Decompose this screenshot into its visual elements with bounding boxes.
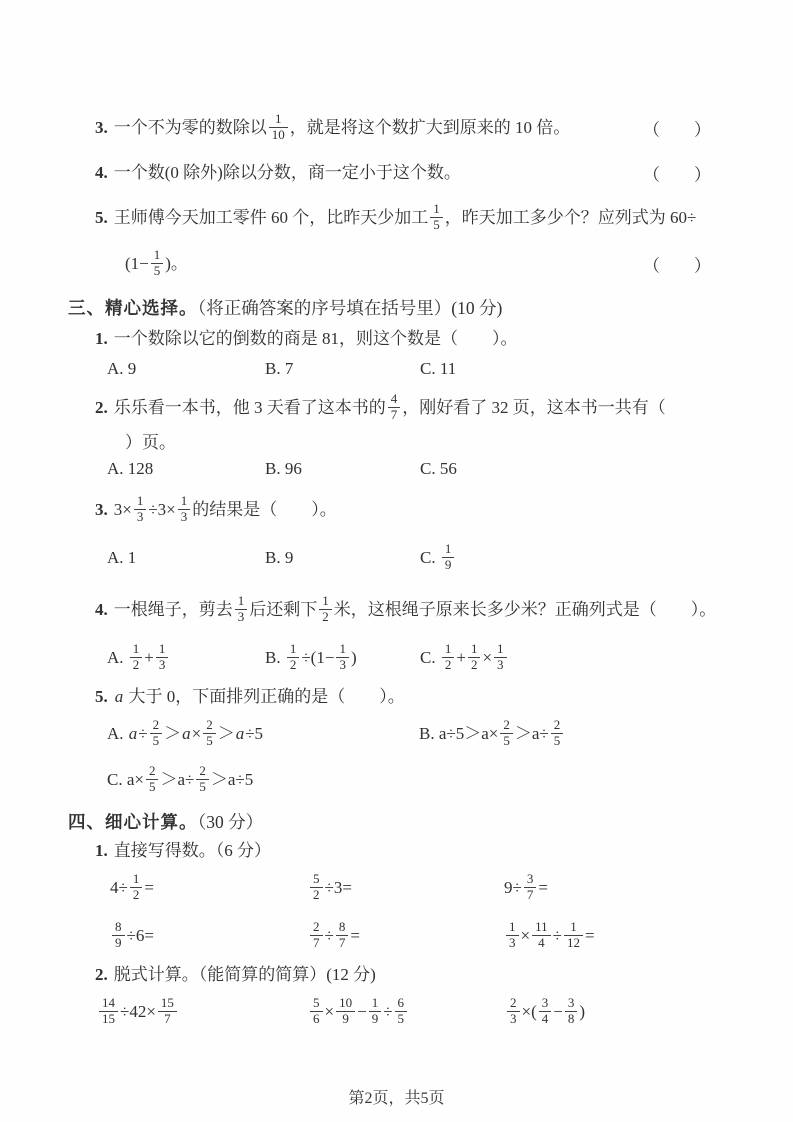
fraction: $\frac{5}{2}$	[310, 872, 323, 903]
fraction: $\frac{1}{3}$	[156, 642, 169, 673]
question-text: 一个数除以它的倒数的商是 81，则这个数是（ ）。	[113, 329, 518, 348]
fraction: $\frac{2}{5}$	[196, 764, 209, 795]
fraction: $\frac{1}{10}$	[269, 112, 288, 143]
question-number: 3.	[95, 500, 108, 519]
fraction: $\frac{1}{12}$	[564, 920, 583, 951]
fraction: $\frac{1}{9}$	[369, 996, 382, 1027]
section-title: 三、精心选择。	[68, 298, 198, 318]
calc-subsection-1-header	[0, 840, 793, 862]
option-b: B. $\frac{1}{2}$ ÷(1− $\frac{1}{3}$ )	[265, 641, 357, 673]
choice-question-2	[0, 386, 793, 430]
expression: $\frac{8}{9}$ ÷6=	[110, 914, 308, 958]
fraction: $\frac{11}{4}$	[532, 920, 551, 951]
fraction: $\frac{1}{2}$	[287, 642, 300, 673]
expression: $\frac{1}{3}$ × $\frac{11}{4}$ ÷ $\frac{1}{12}$ =	[504, 914, 595, 958]
fraction: $\frac{1}{3}$	[235, 594, 248, 625]
choice-question-3-options	[0, 536, 793, 580]
fraction: $\frac{3}{7}$	[524, 872, 537, 903]
stepwise-calc-row	[0, 990, 793, 1034]
subsection-title: 直接写得数。（6 分）	[113, 841, 271, 860]
fraction: $\frac{6}{5}$	[395, 996, 408, 1027]
fraction: $\frac{1}{2}$	[130, 872, 143, 903]
choice-question-5-option-c	[0, 758, 793, 802]
expression: $\frac{5}{2}$ ÷3=	[308, 866, 504, 910]
option-a: A. $\frac{1}{2}$ + $\frac{1}{3}$	[107, 636, 265, 680]
question-text: 乐乐看一本书，他 3 天看了这本书的 $\frac{4}{7}$ ，刚好看了 32 页，这本书一共有（	[113, 391, 666, 423]
fraction: $\frac{1}{5}$	[430, 202, 443, 233]
choice-question-1	[0, 328, 793, 350]
fraction: $\frac{2}{5}$	[203, 718, 216, 749]
section-subtitle: （30 分）	[197, 812, 264, 832]
direct-calc-row-2	[0, 914, 793, 958]
item-number: 3.	[95, 118, 108, 137]
item-number: 4.	[95, 163, 108, 182]
true-false-item-5-continuation	[0, 242, 793, 286]
fraction: $\frac{10}{9}$	[336, 996, 355, 1027]
expression: $\frac{2}{3}$ ×( $\frac{3}{4}$ − $\frac{3}{8}$ )	[505, 990, 585, 1034]
item-number: 5.	[95, 208, 108, 227]
fraction: $\frac{2}{5}$	[551, 718, 564, 749]
section-three-header	[0, 296, 793, 320]
question-text: 3× $\frac{1}{3}$ ÷3× $\frac{1}{3}$ 的结果是（ ）。	[113, 493, 337, 525]
fraction: $\frac{1}{2}$	[442, 642, 455, 673]
true-false-item-4	[0, 162, 793, 184]
page-number-footer: 第2页，共5页	[348, 1090, 445, 1107]
item-text: 一个不为零的数除以 $\frac{1}{10}$ ，就是将这个数扩大到原来的 10 倍。	[113, 111, 571, 143]
option-c: C. a× $\frac{2}{5}$ ＞a÷ $\frac{2}{5}$ ＞a÷5	[107, 763, 254, 795]
fraction: $\frac{4}{7}$	[388, 392, 401, 423]
option-b: B. 9	[265, 548, 294, 567]
answer-bracket: （ ）	[643, 165, 711, 185]
fraction: $\frac{1}{2}$	[319, 594, 332, 625]
choice-question-2-options	[0, 458, 793, 480]
option-c: C. $\frac{1}{9}$	[420, 536, 456, 580]
subsection-title: 脱式计算。（能简算的简算）(12 分)	[113, 965, 376, 984]
fraction: $\frac{3}{4}$	[539, 996, 552, 1027]
option-c: C. 11	[420, 359, 457, 378]
fraction: $\frac{1}{3}$	[336, 642, 349, 673]
true-false-item-3	[0, 106, 793, 150]
fraction: $\frac{1}{9}$	[442, 542, 455, 573]
subsection-number: 1.	[95, 841, 108, 860]
math-variable: a	[235, 724, 245, 743]
subsection-number: 2.	[95, 965, 108, 984]
direct-calc-row-1	[0, 866, 793, 910]
fraction: $\frac{1}{3}$	[178, 494, 191, 525]
fraction: $\frac{1}{2}$	[130, 642, 143, 673]
choice-question-1-options	[0, 358, 793, 380]
option-a: A. 9	[107, 359, 137, 378]
fraction: $\frac{15}{7}$	[158, 996, 177, 1027]
question-text: 一根绳子，剪去 $\frac{1}{3}$ 后还剩下 $\frac{1}{2}$ 米，这根绳子原来长多少米？正确列式是（ ）。	[113, 593, 717, 625]
math-variable: a	[114, 687, 124, 706]
fraction: $\frac{2}{5}$	[500, 718, 513, 749]
fraction: $\frac{8}{7}$	[336, 920, 349, 951]
true-false-item-5	[0, 196, 793, 240]
choice-question-4	[0, 588, 793, 632]
fraction: $\frac{1}{3}$	[494, 642, 507, 673]
answer-bracket: （ ）	[643, 120, 711, 140]
calc-subsection-2-header	[0, 964, 793, 986]
fraction: $\frac{2}{3}$	[507, 996, 520, 1027]
fraction: $\frac{1}{3}$	[134, 494, 147, 525]
fraction: $\frac{1}{3}$	[506, 920, 519, 951]
option-b: B. a÷5＞a× $\frac{2}{5}$ ＞a÷ $\frac{2}{5}$	[419, 712, 565, 756]
expression: $\frac{2}{7}$ ÷ $\frac{8}{7}$ =	[308, 914, 504, 958]
option-c: C. $\frac{1}{2}$ + $\frac{1}{2}$ × $\frac{1}{3}$	[420, 636, 509, 680]
expression: $\frac{5}{6}$ × $\frac{10}{9}$ − $\frac{1}{9}$ ÷ $\frac{6}{5}$	[308, 990, 505, 1034]
question-number: 5.	[95, 687, 108, 706]
answer-bracket: （ ）	[643, 256, 711, 276]
section-subtitle: （将正确答案的序号填在括号里）(10 分)	[197, 298, 503, 318]
fraction: $\frac{8}{9}$	[112, 920, 125, 951]
section-four-header	[0, 810, 793, 834]
fraction: $\frac{5}{6}$	[310, 996, 323, 1027]
question-number: 2.	[95, 398, 108, 417]
section-title: 四、细心计算。	[68, 812, 198, 832]
option-c: C. 56	[420, 459, 457, 478]
fraction: $\frac{3}{8}$	[565, 996, 578, 1027]
fraction: $\frac{14}{15}$	[99, 996, 118, 1027]
choice-question-5	[0, 686, 793, 708]
item-text: (1− $\frac{1}{5}$ )。	[125, 247, 188, 279]
math-variable: a	[182, 724, 191, 743]
fraction: $\frac{1}{5}$	[151, 248, 164, 279]
question-text: a 大于 0，下面排列正确的是（ ）。	[114, 687, 405, 706]
expression: 4÷ $\frac{1}{2}$ =	[110, 871, 154, 903]
fraction: $\frac{2}{5}$	[150, 718, 163, 749]
fraction: $\frac{1}{2}$	[468, 642, 481, 673]
option-b: B. 96	[265, 459, 302, 478]
question-number: 4.	[95, 600, 108, 619]
choice-question-5-options-ab	[0, 712, 793, 756]
fraction: $\frac{2}{7}$	[310, 920, 323, 951]
choice-question-4-options	[0, 636, 793, 680]
option-a: A. a÷ $\frac{2}{5}$ ＞a× $\frac{2}{5}$ ＞a÷5	[107, 717, 264, 749]
option-a: A. 128	[107, 459, 154, 478]
choice-question-2-continuation	[0, 432, 793, 454]
item-text: 王师傅今天加工零件 60 个，比昨天少加工 $\frac{1}{5}$ ，昨天加工多少个？应列式为 60÷	[113, 201, 697, 233]
math-variable: a	[128, 724, 138, 743]
choice-question-3	[0, 488, 793, 532]
question-number: 1.	[95, 329, 108, 348]
option-b: B. 7	[265, 359, 294, 378]
expression: 9÷ $\frac{3}{7}$ =	[504, 871, 548, 903]
option-a: A. 1	[107, 548, 137, 567]
question-text: ）页。	[125, 433, 176, 452]
fraction: $\frac{2}{5}$	[146, 764, 159, 795]
item-text: 一个数(0 除外)除以分数，商一定小于这个数。	[113, 163, 461, 182]
expression: $\frac{14}{15}$ ÷42× $\frac{15}{7}$	[97, 990, 308, 1034]
